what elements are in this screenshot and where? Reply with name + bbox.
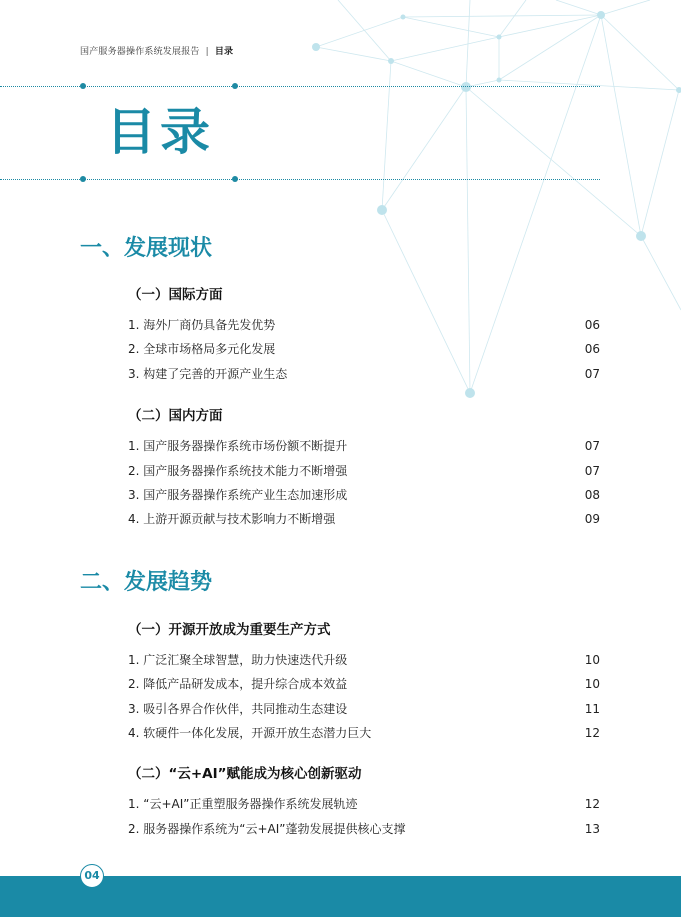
toc-entry-page: 11: [584, 702, 600, 716]
toc-entry[interactable]: [128, 462, 600, 480]
toc-entry-page: 07: [584, 367, 600, 381]
section-heading: （一）开源开放成为重要生产方式: [128, 622, 331, 638]
toc-entry[interactable]: [128, 340, 600, 358]
toc-entry[interactable]: [128, 820, 600, 838]
toc-entry[interactable]: [128, 486, 600, 504]
toc-entry-page: 06: [584, 318, 600, 332]
toc-entry-label: 1. 海外厂商仍具备先发优势: [128, 318, 276, 332]
header-separator: |: [205, 47, 209, 57]
chapter-heading: 二、发展趋势: [80, 570, 213, 595]
rule-dot: [80, 176, 86, 182]
toc-entry-label: 4. 上游开源贡献与技术影响力不断增强: [128, 512, 336, 526]
toc-entry-page: 09: [584, 512, 600, 526]
toc-entry-label: 1. 广泛汇聚全球智慧，助力快速迭代升级: [128, 653, 348, 667]
toc-entry-page: 12: [584, 797, 600, 811]
page-title: 目录: [106, 103, 214, 161]
toc-entry-label: 2. 降低产品研发成本，提升综合成本效益: [128, 677, 348, 691]
toc-entry[interactable]: [128, 724, 600, 742]
toc-entry-page: 12: [584, 726, 600, 740]
toc-entry-label: 3. 构建了完善的开源产业生态: [128, 367, 288, 381]
toc-entry-page: 06: [584, 342, 600, 356]
toc-entry-page: 08: [584, 488, 600, 502]
toc-entry-label: 2. 国产服务器操作系统技术能力不断增强: [128, 464, 348, 478]
section-heading: （二）国内方面: [128, 408, 223, 424]
toc-entry-label: 1. “云+AI”正重塑服务器操作系统发展轨迹: [128, 797, 358, 811]
top-dotted-rule: [0, 86, 600, 87]
toc-entry-label: 3. 吸引各界合作伙伴，共同推动生态建设: [128, 702, 348, 716]
toc-entry-page: 10: [584, 653, 600, 667]
section-heading: （二）“云+AI”赋能成为核心创新驱动: [128, 766, 362, 782]
toc-entry[interactable]: [128, 510, 600, 528]
toc-entry-label: 2. 服务器操作系统为“云+AI”蓬勃发展提供核心支撑: [128, 822, 406, 836]
toc-entry[interactable]: [128, 675, 600, 693]
toc-entry-label: 2. 全球市场格局多元化发展: [128, 342, 276, 356]
chapter-heading: 一、发展现状: [80, 236, 213, 261]
rule-dot: [232, 176, 238, 182]
running-header: [80, 44, 233, 57]
toc-entry[interactable]: [128, 795, 600, 813]
page-number-badge: 04: [80, 864, 104, 888]
toc-entry-page: 07: [584, 464, 600, 478]
toc-entry-page: 13: [584, 822, 600, 836]
toc-entry[interactable]: [128, 700, 600, 718]
toc-entry[interactable]: [128, 437, 600, 455]
section-heading: （一）国际方面: [128, 287, 223, 303]
rule-dot: [232, 83, 238, 89]
toc-entry[interactable]: [128, 365, 600, 383]
toc-entry-page: 10: [584, 677, 600, 691]
header-section: 目录: [214, 47, 234, 57]
toc-entry-page: 07: [584, 439, 600, 453]
toc-entry-label: 4. 软硬件一体化发展，开源开放生态潜力巨大: [128, 726, 372, 740]
report-title: 国产服务器操作系统发展报告: [80, 47, 200, 57]
toc-entry[interactable]: [128, 316, 600, 334]
toc-entry-label: 3. 国产服务器操作系统产业生态加速形成: [128, 488, 348, 502]
rule-dot: [80, 83, 86, 89]
toc-entry-label: 1. 国产服务器操作系统市场份额不断提升: [128, 439, 348, 453]
bottom-dotted-rule: [0, 179, 600, 180]
toc-entry[interactable]: [128, 651, 600, 669]
